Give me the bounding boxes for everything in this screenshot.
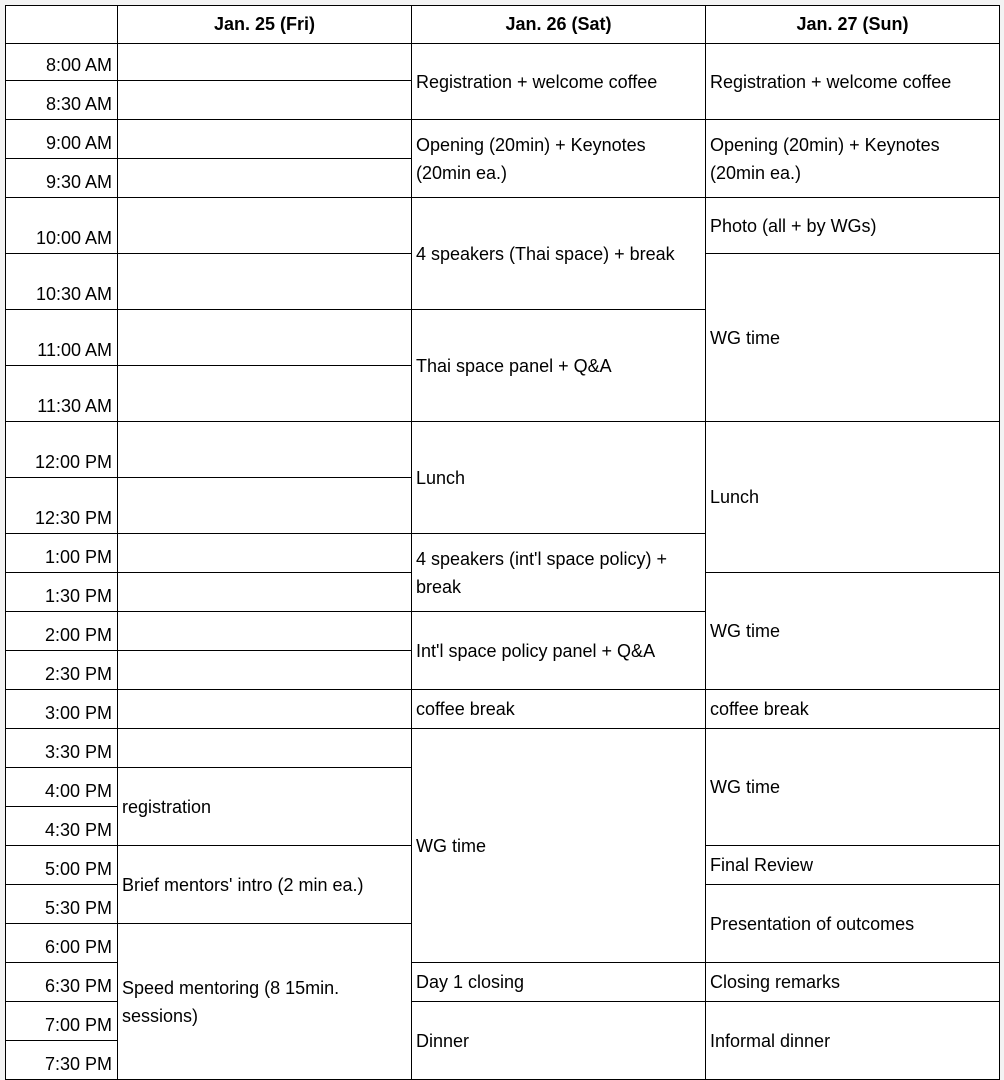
- event-cell: Opening (20min) + Keynotes (20min ea.): [412, 120, 706, 198]
- event-cell: [118, 573, 412, 612]
- event-cell: [118, 120, 412, 159]
- event-cell: coffee break: [706, 690, 1000, 729]
- event-cell: coffee break: [412, 690, 706, 729]
- event-cell: [118, 729, 412, 768]
- time-slot-label: 6:30 PM: [6, 963, 118, 1002]
- event-cell: [118, 690, 412, 729]
- time-slot-label: 3:30 PM: [6, 729, 118, 768]
- event-cell: Presentation of outcomes: [706, 885, 1000, 963]
- time-slot-label: 6:00 PM: [6, 924, 118, 963]
- event-cell: registration: [118, 768, 412, 846]
- time-slot-label: 12:30 PM: [6, 478, 118, 534]
- event-cell: Day 1 closing: [412, 963, 706, 1002]
- event-cell: [118, 651, 412, 690]
- event-cell: Int'l space policy panel + Q&A: [412, 612, 706, 690]
- table-row: [6, 690, 1000, 729]
- event-cell: [118, 198, 412, 254]
- event-cell: Informal dinner: [706, 1002, 1000, 1080]
- time-slot-label: 1:00 PM: [6, 534, 118, 573]
- table-row: [6, 198, 1000, 254]
- table-row: [6, 422, 1000, 478]
- day-header-sat: Jan. 26 (Sat): [412, 6, 706, 44]
- time-slot-label: 5:00 PM: [6, 846, 118, 885]
- event-cell: [118, 159, 412, 198]
- time-slot-label: 7:00 PM: [6, 1002, 118, 1041]
- event-cell: [118, 254, 412, 310]
- event-cell: Registration + welcome coffee: [706, 44, 1000, 120]
- event-cell: WG time: [706, 729, 1000, 846]
- event-cell: 4 speakers (int'l space policy) + break: [412, 534, 706, 612]
- time-slot-label: 4:00 PM: [6, 768, 118, 807]
- event-cell: [118, 310, 412, 366]
- event-cell: WG time: [706, 254, 1000, 422]
- header-row: [6, 6, 1000, 44]
- event-cell: [118, 44, 412, 81]
- event-cell: Dinner: [412, 1002, 706, 1080]
- table-row: [6, 729, 1000, 768]
- time-slot-label: 11:30 AM: [6, 366, 118, 422]
- event-cell: Photo (all + by WGs): [706, 198, 1000, 254]
- time-slot-label: 8:30 AM: [6, 81, 118, 120]
- event-cell: [118, 422, 412, 478]
- time-slot-label: 11:00 AM: [6, 310, 118, 366]
- time-slot-label: 7:30 PM: [6, 1041, 118, 1080]
- time-slot-label: 1:30 PM: [6, 573, 118, 612]
- event-cell: WG time: [412, 729, 706, 963]
- event-cell: [118, 366, 412, 422]
- event-cell: [118, 81, 412, 120]
- event-cell: [118, 612, 412, 651]
- time-slot-label: 9:30 AM: [6, 159, 118, 198]
- day-header-sun: Jan. 27 (Sun): [706, 6, 1000, 44]
- event-cell: 4 speakers (Thai space) + break: [412, 198, 706, 310]
- time-slot-label: 9:00 AM: [6, 120, 118, 159]
- time-slot-label: 3:00 PM: [6, 690, 118, 729]
- time-slot-label: 4:30 PM: [6, 807, 118, 846]
- event-cell: Thai space panel + Q&A: [412, 310, 706, 422]
- time-slot-label: 5:30 PM: [6, 885, 118, 924]
- time-slot-label: 12:00 PM: [6, 422, 118, 478]
- event-cell: Opening (20min) + Keynotes (20min ea.): [706, 120, 1000, 198]
- schedule-table: [5, 5, 1000, 1080]
- event-cell: Lunch: [706, 422, 1000, 573]
- time-slot-label: 10:30 AM: [6, 254, 118, 310]
- event-cell: [118, 534, 412, 573]
- time-slot-label: 10:00 AM: [6, 198, 118, 254]
- event-cell: Brief mentors' intro (2 min ea.): [118, 846, 412, 924]
- event-cell: [118, 478, 412, 534]
- time-slot-label: 8:00 AM: [6, 44, 118, 81]
- table-row: [6, 120, 1000, 159]
- event-cell: WG time: [706, 573, 1000, 690]
- event-cell: Lunch: [412, 422, 706, 534]
- time-slot-label: 2:30 PM: [6, 651, 118, 690]
- event-cell: Final Review: [706, 846, 1000, 885]
- corner-cell: [6, 6, 118, 44]
- event-cell: Speed mentoring (8 15min. sessions): [118, 924, 412, 1080]
- time-slot-label: 2:00 PM: [6, 612, 118, 651]
- day-header-fri: Jan. 25 (Fri): [118, 6, 412, 44]
- event-cell: Closing remarks: [706, 963, 1000, 1002]
- event-cell: Registration + welcome coffee: [412, 44, 706, 120]
- table-row: [6, 44, 1000, 81]
